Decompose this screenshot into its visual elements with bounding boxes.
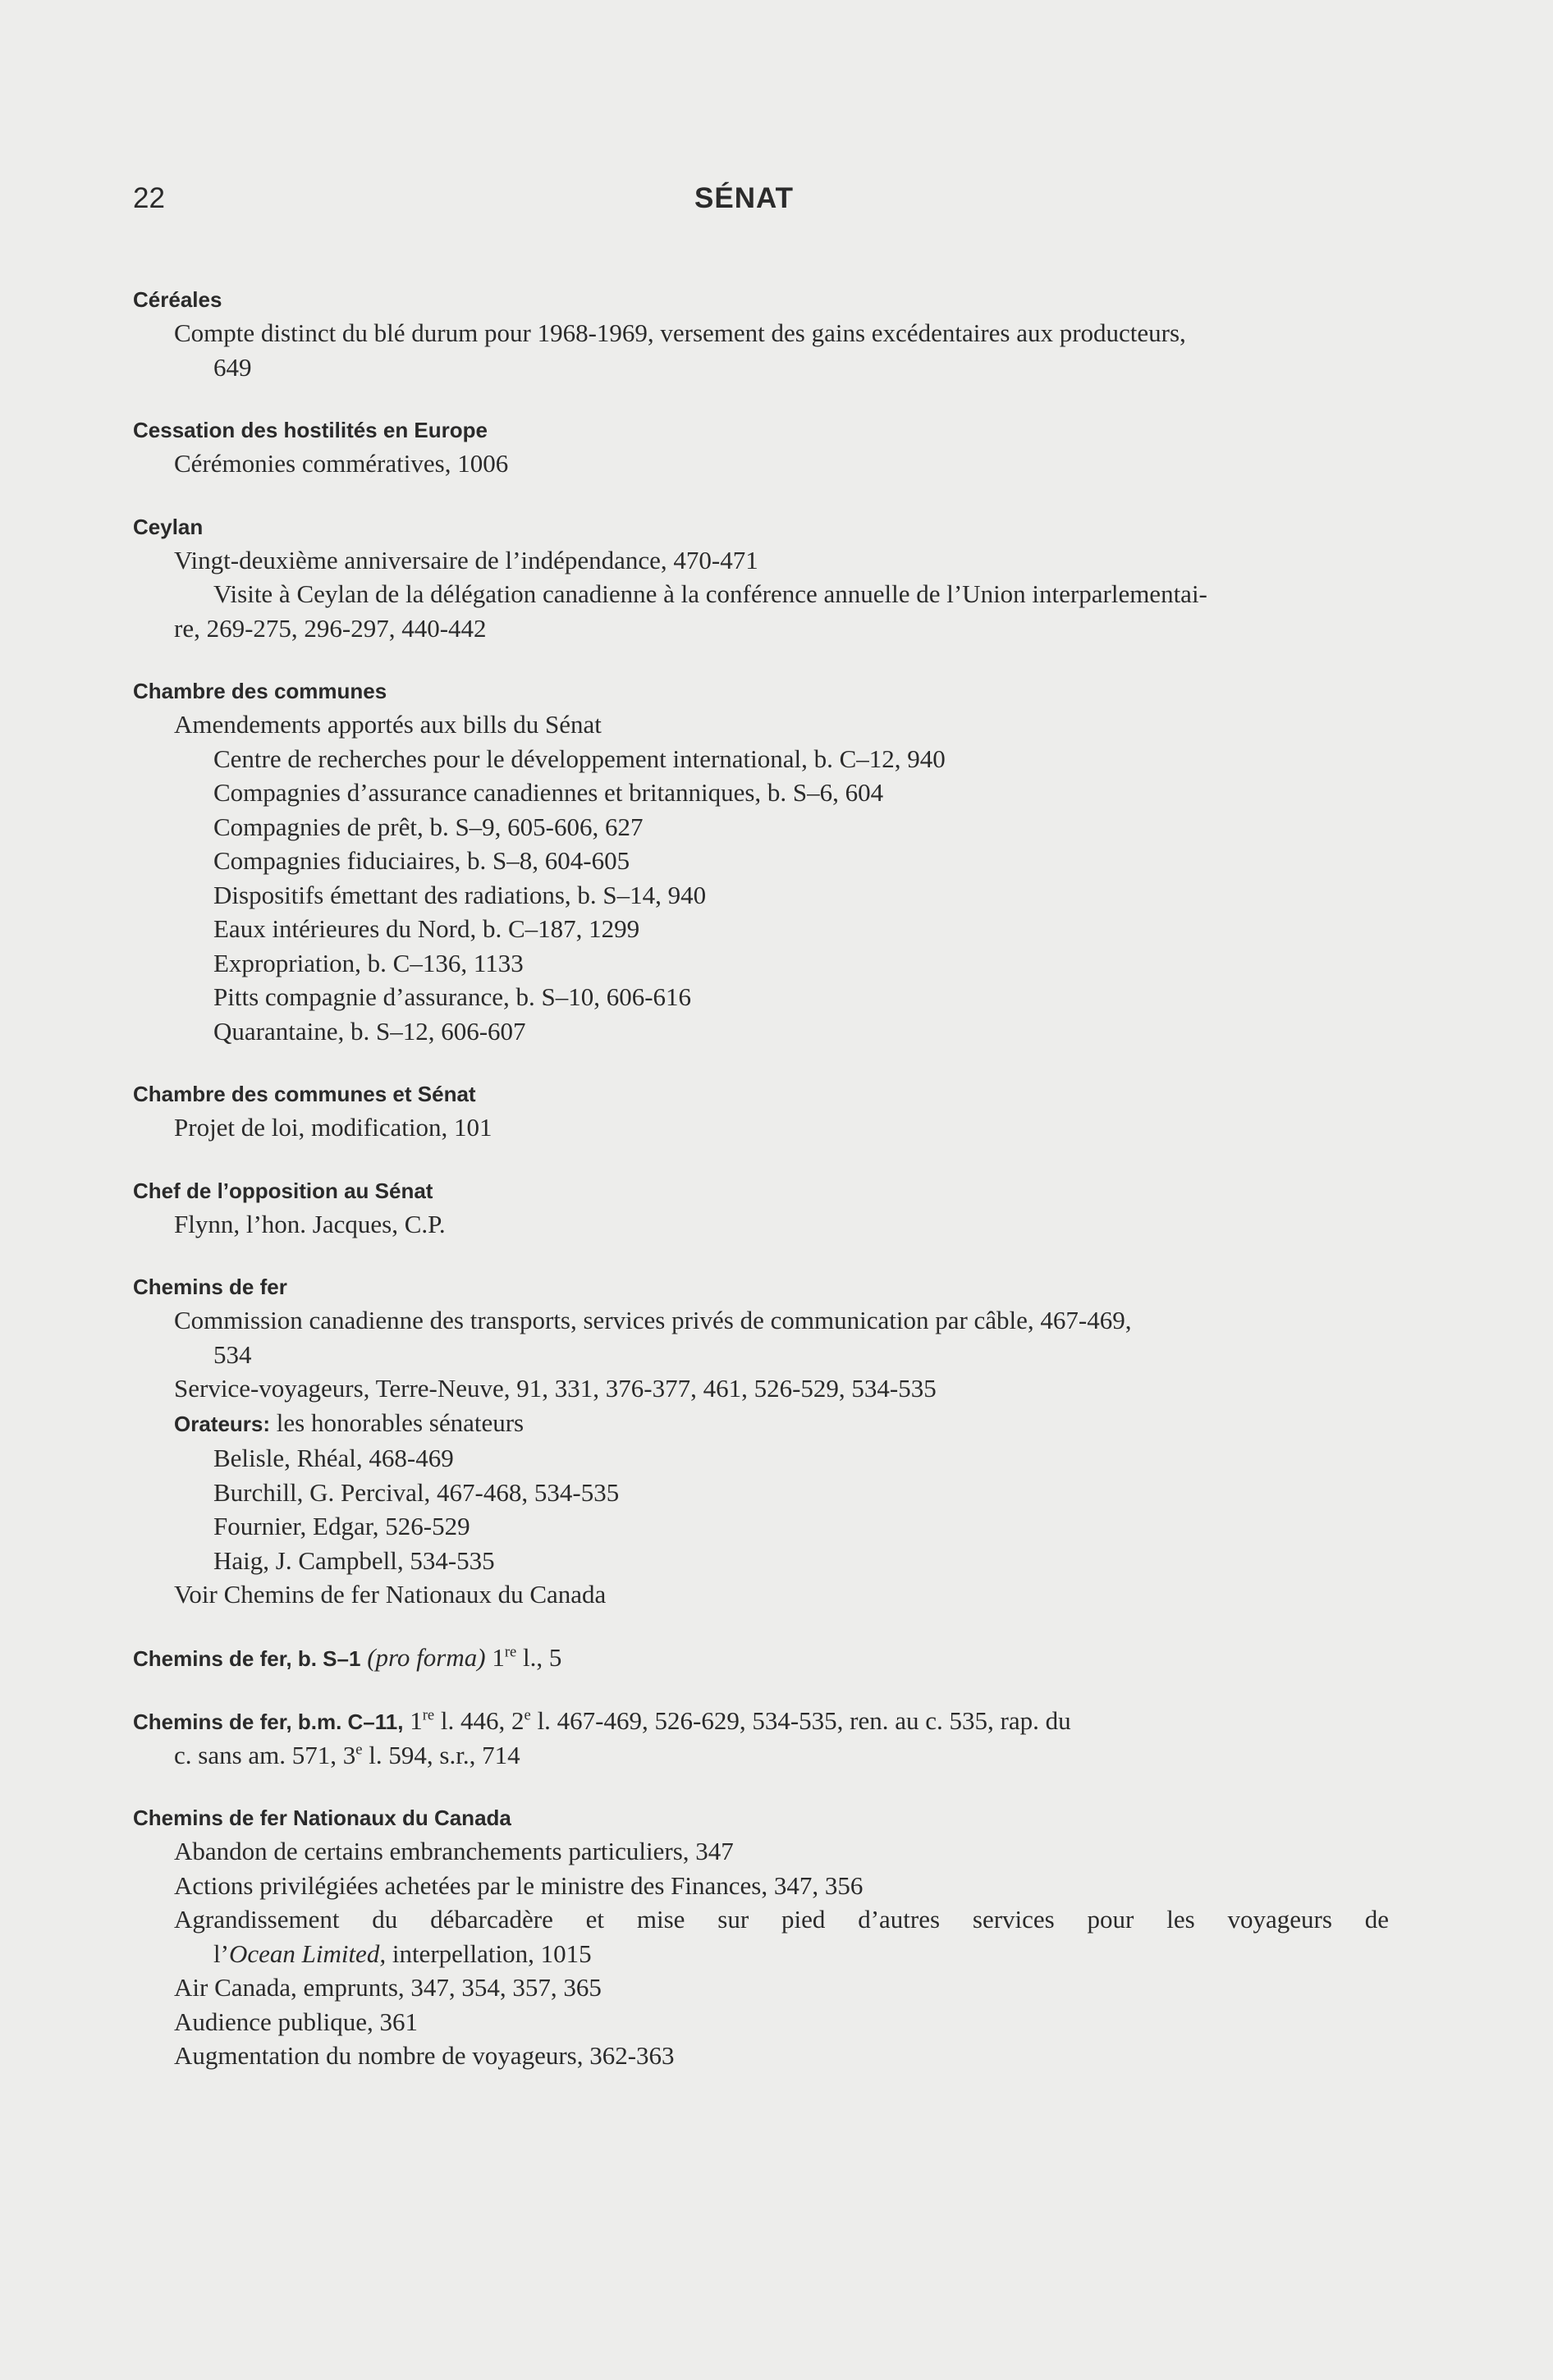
entry-heading-inline [133, 1705, 1389, 1738]
orateurs-line [133, 1406, 1389, 1442]
entry-subline: Expropriation, b. C–136, 1133 [213, 948, 524, 977]
reading-suffix: re [504, 1643, 517, 1661]
reading-rest: l. 594, s.r., 714 [362, 1740, 520, 1769]
reading-suffix: e [355, 1741, 363, 1759]
reading-suffix: e [524, 1706, 531, 1724]
entry-line: Audience publique, 361 [174, 2007, 419, 2036]
index-entry-cessation [133, 414, 1389, 481]
entry-line-continued [133, 1738, 1389, 1773]
entry-subline: Eaux intérieures du Nord, b. C–187, 1299 [213, 914, 640, 943]
entry-subline: Dispositifs émettant des radiations, b. S–14, 940 [213, 880, 707, 909]
entry-heading: Chambre des communes [133, 679, 387, 703]
text: interpellation, 1015 [386, 1938, 592, 1968]
orateurs-text: les honorables sénateurs [270, 1407, 525, 1437]
page-title: SÉNAT [694, 182, 795, 214]
entry-subline: Compagnies d’assurance canadiennes et britanniques, b. S–6, 604 [213, 778, 884, 807]
reading-rest: l. 446, 2 [434, 1705, 525, 1735]
pro-forma-label: (pro forma) [367, 1642, 486, 1672]
entry-heading: Chambre des communes et Sénat [133, 1082, 476, 1106]
entry-line: Compte distinct du blé durum pour 1968-1969, versement des gains excédentaires aux producteurs, [174, 318, 1186, 347]
index-entry-chemins-c11 [133, 1705, 1389, 1773]
entry-subline-continued: re, 269-275, 296-297, 440-442 [174, 613, 487, 643]
entry-line: Air Canada, emprunts, 347, 354, 357, 365 [174, 1973, 602, 2002]
entry-line: Projet de loi, modification, 101 [174, 1113, 492, 1142]
entry-heading-inline [133, 1641, 1389, 1675]
speaker-line: Burchill, G. Percival, 467-468, 534-535 [213, 1477, 620, 1507]
entry-line: Service-voyageurs, Terre-Neuve, 91, 331, 376-377, 461, 526-529, 534-535 [174, 1374, 937, 1403]
reading-number: 1 [410, 1705, 423, 1735]
entry-heading: Chemins de fer, b. S–1 [133, 1645, 361, 1671]
entry-subline: Pitts compagnie d’assurance, b. S–10, 606-616 [213, 982, 692, 1011]
entry-line: Actions privilégiées achetées par le ministre des Finances, 347, 356 [174, 1870, 864, 1900]
index-list [133, 283, 1389, 2103]
reading-rest: c. sans am. 571, 3 [174, 1740, 356, 1769]
entry-line: Agrandissement du débarcadère et mise sur pied d’autres services pour les voyageurs de [174, 1905, 1389, 1934]
entry-heading: Chemins de fer [133, 1275, 287, 1299]
see-also-line: Voir Chemins de fer Nationaux du Canada [174, 1580, 607, 1609]
reading-number: 1 [492, 1642, 505, 1672]
reading-rest: l. 467-469, 526-629, 534-535, ren. au c. 535, rap. du [530, 1705, 1071, 1735]
entry-subline: Centre de recherches pour le développement international, b. C–12, 940 [213, 744, 946, 773]
entry-line: Commission canadienne des transports, services privés de communication par câble, 467-469, [174, 1306, 1132, 1334]
speaker-line: Belisle, Rhéal, 468-469 [213, 1444, 454, 1472]
entry-line: Abandon de certains embranchements particuliers, 347 [174, 1837, 734, 1865]
entry-heading: Céréales [133, 287, 222, 312]
entry-subline: Compagnies de prêt, b. S–9, 605-606, 627 [213, 812, 644, 841]
index-entry-chemins-s1 [133, 1641, 1389, 1675]
entry-heading: Chemins de fer Nationaux du Canada [133, 1806, 511, 1830]
entry-line: Amendements apportés aux bills du Sénat [174, 710, 602, 739]
index-entry-ceylan [133, 510, 1389, 646]
index-entry-chemins-de-fer [133, 1270, 1389, 1612]
entry-line: Vingt-deuxième anniversaire de l’indépendance, 470-471 [174, 545, 758, 574]
entry-subline: Quarantaine, b. S–12, 606-607 [213, 1016, 526, 1046]
entry-heading: Cessation des hostilités en Europe [133, 418, 488, 442]
speaker-line: Haig, J. Campbell, 534-535 [213, 1545, 495, 1575]
entry-line: Cérémonies commératives, 1006 [174, 449, 509, 478]
speaker-line: Fournier, Edgar, 526-529 [213, 1512, 470, 1540]
index-entry-chambre [133, 675, 1389, 1048]
entry-heading: Chef de l’opposition au Sénat [133, 1178, 433, 1203]
index-entry-chef-opposition [133, 1174, 1389, 1242]
entry-subline: Visite à Ceylan de la délégation canadienne à la conférence annuelle de l’Union interparlementai- [213, 579, 1207, 608]
entry-subline: Compagnies fiduciaires, b. S–8, 604-605 [213, 846, 630, 875]
entry-line-continued: 534 [213, 1339, 252, 1369]
entry-line: Flynn, l’hon. Jacques, C.P. [174, 1209, 446, 1238]
page-number: 22 [133, 182, 165, 214]
index-entry-chambre-senat [133, 1078, 1389, 1145]
text: l’ [213, 1938, 229, 1968]
entry-line-continued: 649 [213, 352, 252, 382]
index-entry-cn [133, 1801, 1389, 2073]
index-entry-cereales [133, 283, 1389, 384]
orateurs-label: Orateurs: [174, 1411, 271, 1436]
entry-heading: Ceylan [133, 514, 204, 539]
entry-line-continued [133, 1937, 1389, 1971]
reading-suffix: re [422, 1706, 435, 1724]
reading-rest: l., 5 [516, 1642, 562, 1672]
entry-heading: Chemins de fer, b.m. C–11, [133, 1709, 404, 1734]
entry-line: Augmentation du nombre de voyageurs, 362-363 [174, 2041, 675, 2070]
ship-name: Ocean Limited, [228, 1938, 387, 1968]
